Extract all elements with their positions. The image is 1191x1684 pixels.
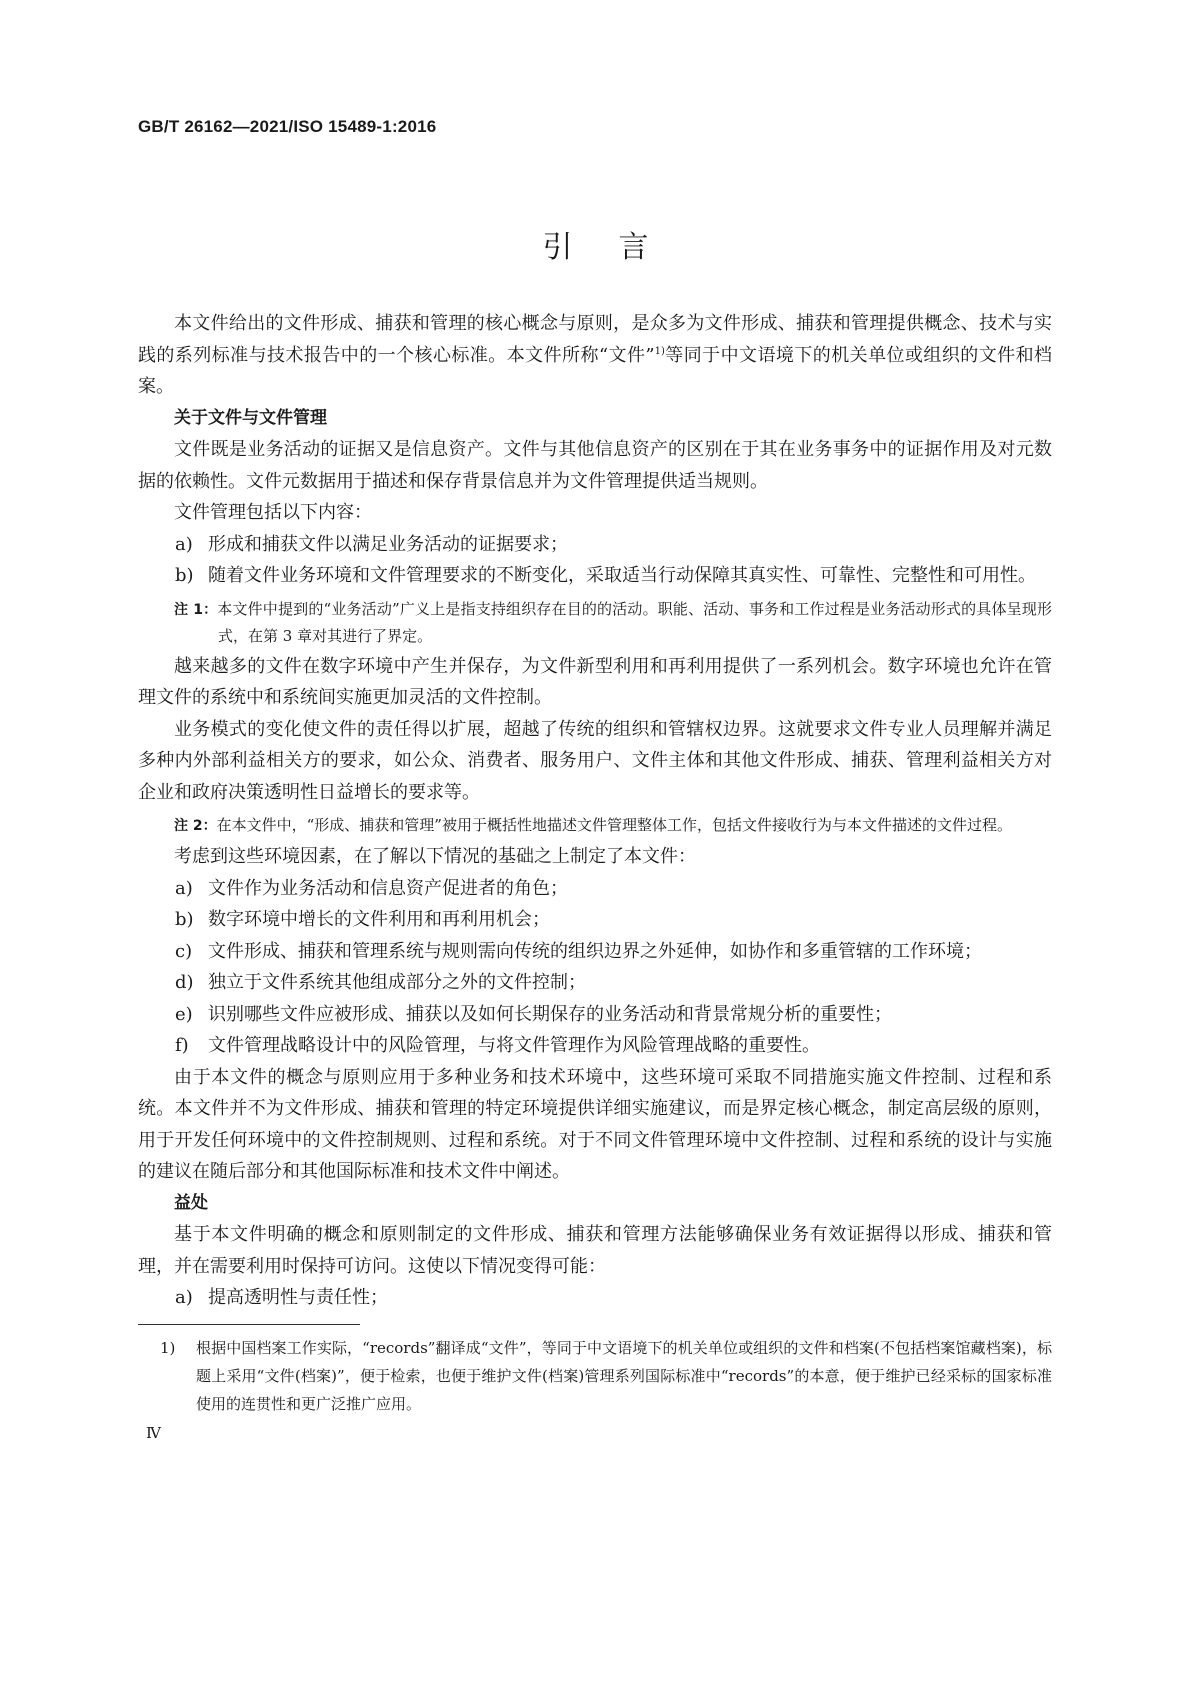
standard-code: GB/T 26162—2021/ISO 15489-1:2016 [138, 117, 437, 136]
list-marker: f) [175, 1035, 189, 1056]
paragraph: 业务模式的变化使文件的责任得以扩展，超越了传统的组织和管辖权边界。这就要求文件专业人员理解并满足多种内外部利益相关方的要求，如公众、消费者、服务用户、文件主体和其他文件形成、捕获、管理利益相关方对企业和政府决策透明性日益增长的要求等。 [138, 718, 1052, 803]
list-item [138, 936, 1052, 968]
paragraph-text: 本文件给出的文件形成、捕获和管理的核心概念与原则，是众多为文件形成、捕获和管理提供概念、技术与实践的系列标准与技术报告中的一个核心标准。本文件所称“文件” [138, 313, 1052, 366]
list-item-text: 形成和捕获文件以满足业务活动的证据要求； [208, 533, 568, 555]
footnote [138, 1334, 1052, 1418]
footnote-text: 根据中国档案工作实际，“records”翻译成“文件”，等同于中文语境下的机关单位或组织的文件和档案(不包括档案馆藏档案)，标题上采用“文件(档案)”，便于检索，也便于维护文件(档案)管理系列国际标准中“records”的本意，便于维护已经采标的国家标准使用的连贯性和更广泛推广应用。 [196, 1339, 1052, 1413]
list-marker: a) [175, 533, 193, 555]
paragraph: 由于本文件的概念与原则应用于多种业务和技术环境中，这些环境可采取不同措施实施文件控制、过程和系统。本文件并不为文件形成、捕获和管理的特定环境提供详细实施建议，而是界定核心概念，制定高层级的原则，用于开发任何环境中的文件控制规则、过程和系统。对于不同文件管理环境中文件控制、过程和系统的设计与实施的建议在随后部分和其他国际标准和技术文件中阐述。 [138, 1066, 1052, 1182]
main-content [138, 308, 1052, 1314]
list-item [138, 1030, 1052, 1062]
list-item [138, 999, 1052, 1031]
list-item-text: 文件管理战略设计中的风险管理，与将文件管理作为风险管理战略的重要性。 [208, 1035, 820, 1056]
footnote-reference: 1) [654, 345, 665, 357]
list-marker: a) [175, 1287, 193, 1308]
footnote-marker: 1) [160, 1339, 176, 1357]
list-marker: e) [175, 1003, 193, 1025]
list-item [138, 967, 1052, 999]
note-text: 本文件中提到的“业务活动”广义上是指支持组织存在目的的活动。职能、活动、事务和工作过程是业务活动形式的具体呈现形式，在第 3 章对其进行了界定。 [217, 599, 1052, 645]
list-marker: d) [175, 972, 194, 993]
note [138, 596, 1052, 649]
note [138, 812, 1052, 839]
list-item-text: 数字环境中增长的文件利用和再利用机会； [208, 909, 550, 930]
page-number: Ⅳ [146, 1424, 161, 1442]
list-item-text: 独立于文件系统其他组成部分之外的文件控制； [208, 972, 586, 993]
note-label: 注 2： [174, 818, 217, 834]
note-text: 在本文件中，“形成、捕获和管理”被用于概括性地描述文件管理整体工作，包括文件接收行为与本文件描述的文件过程。 [216, 816, 1012, 834]
list-item [138, 529, 1052, 561]
list-item-text: 随着文件业务环境和文件管理要求的不断变化，采取适当行动保障其真实性、可靠性、完整性和可用性。 [208, 565, 1036, 586]
list-item-text: 文件作为业务活动和信息资产促进者的角色； [208, 877, 568, 899]
list-item [138, 560, 1052, 592]
paragraph [138, 308, 1052, 403]
section-heading: 关于文件与文件管理 [174, 407, 327, 428]
list-item [138, 904, 1052, 936]
list-marker: a) [175, 877, 193, 899]
list-item-text: 识别哪些文件应被形成、捕获以及如何长期保存的业务活动和背景常规分析的重要性； [208, 1003, 892, 1025]
section-heading: 益处 [174, 1192, 208, 1213]
list-marker: b) [175, 909, 194, 930]
paragraph: 基于本文件明确的概念和原则制定的文件形成、捕获和管理方法能够确保业务有效证据得以形成、捕获和管理，并在需要利用时保持可访问。这使以下情况变得可能： [138, 1224, 1052, 1277]
list-item-text: 文件形成、捕获和管理系统与规则需向传统的组织边界之外延伸，如协作和多重管辖的工作环境； [208, 940, 982, 962]
paragraph: 文件管理包括以下内容： [174, 502, 372, 523]
paragraph: 文件既是业务活动的证据又是信息资产。文件与其他信息资产的区别在于其在业务事务中的证据作用及对元数据的依赖性。文件元数据用于描述和保存背景信息并为文件管理提供适当规则。 [138, 439, 1052, 492]
list-item [138, 1282, 1052, 1314]
paragraph: 考虑到这些环境因素，在了解以下情况的基础之上制定了本文件： [174, 846, 696, 867]
list-marker: b) [175, 565, 194, 586]
note-label: 注 1： [174, 601, 218, 618]
paragraph-text: 等同于中文语境下的机关单位或组织的文件和档案。 [138, 344, 1052, 397]
list-item-text: 提高透明性与责任性； [208, 1287, 388, 1308]
list-marker: c) [175, 940, 193, 962]
list-item [138, 873, 1052, 905]
footnote-divider [138, 1324, 360, 1325]
page-title: 引言 [542, 230, 695, 265]
paragraph: 越来越多的文件在数字环境中产生并保存，为文件新型利用和再利用提供了一系列机会。数字环境也允许在管理文件的系统中和系统间实施更加灵活的文件控制。 [138, 655, 1052, 708]
